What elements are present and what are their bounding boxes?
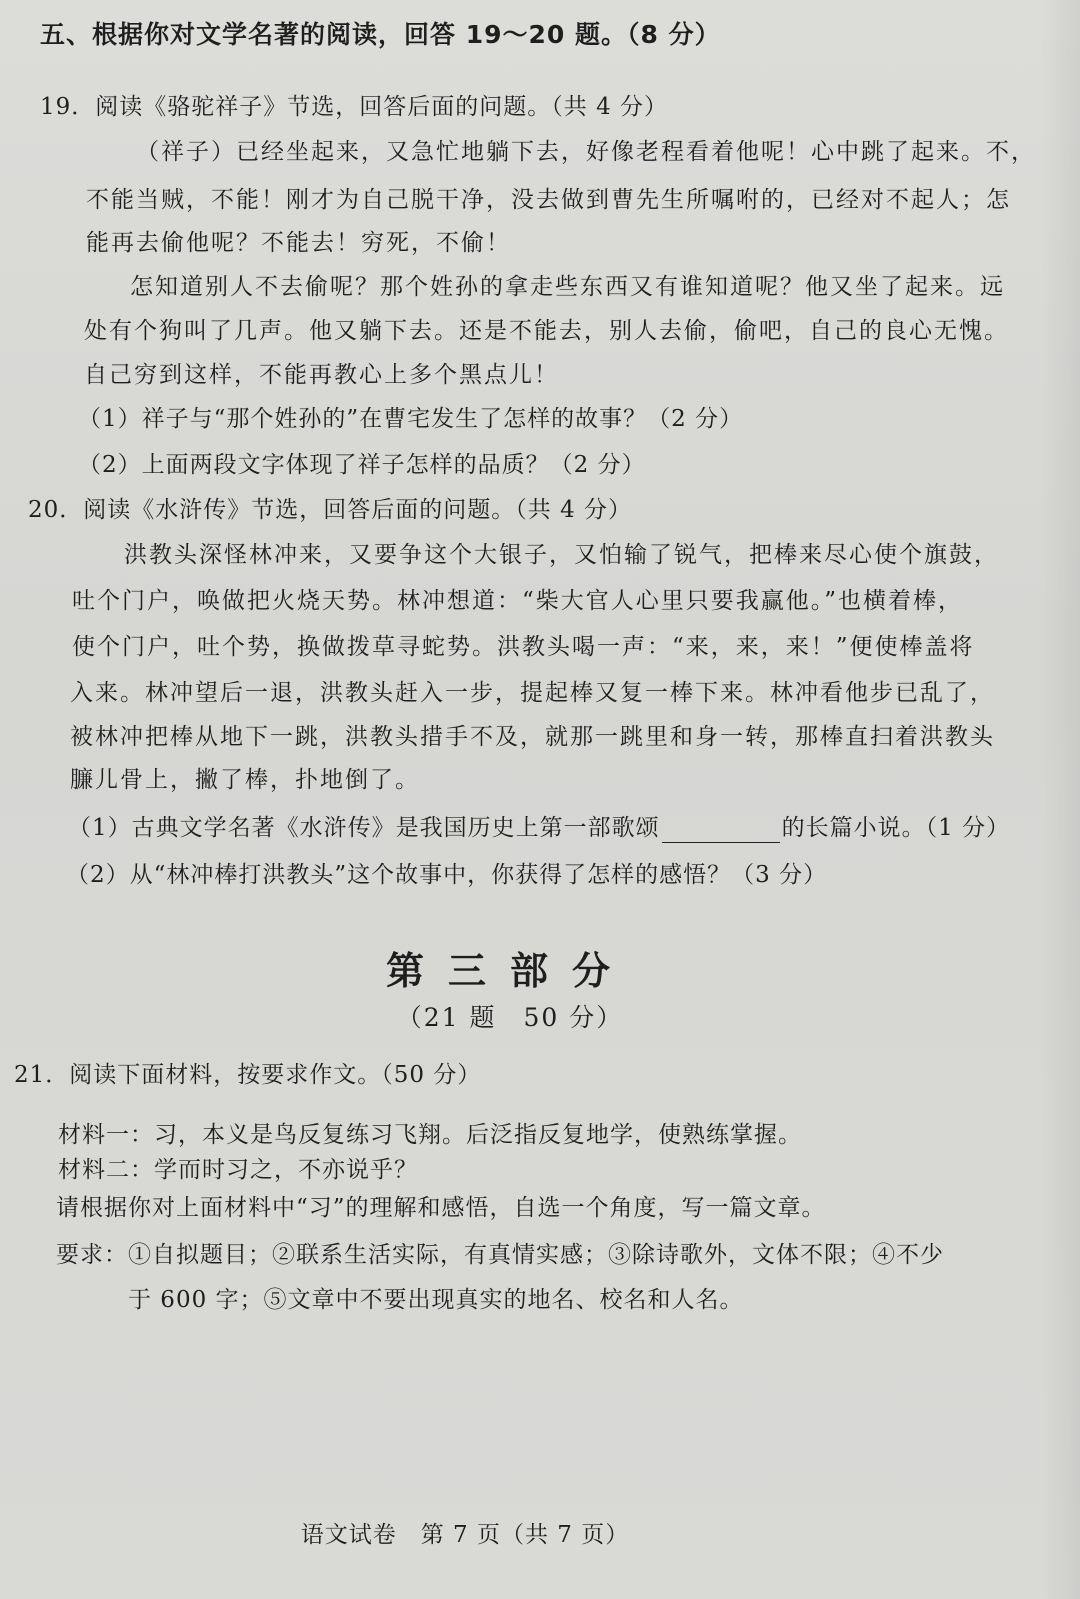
q20-passage-line: 入来。林冲望后一退，洪教头赶入一步，提起棒又复一棒下来。林冲看他步已乱了，	[70, 680, 995, 706]
q20-sub1-text-after: 的长篇小说。（1 分）	[781, 815, 1011, 841]
q21-material-2: 材料二：学而时习之，不亦说乎？	[58, 1157, 418, 1183]
page-edge-shadow	[1040, 0, 1080, 1599]
q20-passage-line: 吐个门户，唤做把火烧天势。林冲想道：“柴大官人心里只要我赢他。”也横着棒，	[72, 588, 964, 614]
q19-passage-line: 怎知道别人不去偷呢？那个姓孙的拿走些东西又有谁知道呢？他又坐了起来。远	[130, 274, 1005, 300]
page-footer: 语文试卷 第 7 页（共 7 页）	[300, 1522, 630, 1548]
q20-passage-line: 被林冲把棒从地下一跳，洪教头措手不及，就那一跳里和身一转，那棒直扫着洪教头	[70, 724, 995, 750]
q20-passage-line: 臁儿骨上，撇了棒，扑地倒了。	[70, 767, 420, 793]
q19-passage-line: 处有个狗叫了几声。他又躺下去。还是不能去，别人去偷，偷吧，自己的良心无愧。	[84, 318, 1009, 344]
answer-blank[interactable]	[662, 818, 780, 843]
q19-sub-question-1: （1）祥子与“那个姓孙的”在曹宅发生了怎样的故事？（2 分）	[78, 406, 744, 432]
q21-requirements-line-2: 于 600 字；⑤文章中不要出现真实的地名、校名和人名。	[128, 1287, 744, 1313]
q20-passage-line: 使个门户，吐个势，换做拨草寻蛇势。洪教头喝一声：“来，来，来！”便使棒盖将	[72, 634, 975, 660]
q20-sub-question-2: （2）从“林冲棒打洪教头”这个故事中，你获得了怎样的感悟？（3 分）	[66, 862, 828, 888]
q19-sub-question-2: （2）上面两段文字体现了祥子怎样的品质？（2 分）	[78, 452, 646, 478]
q19-passage-line: 自己穷到这样，不能再教心上多个黑点儿！	[84, 362, 559, 388]
q19-title: 19．阅读《骆驼祥子》节选，回答后面的问题。（共 4 分）	[40, 94, 669, 120]
part-title: 第三部分	[385, 949, 634, 993]
q21-material-1: 材料一：习，本义是鸟反复练习飞翔。后泛指反复地学，使熟练掌握。	[58, 1122, 802, 1148]
q19-passage-line: 能再去偷他呢？不能去！穷死，不偷！	[86, 230, 511, 256]
q21-prompt: 请根据你对上面材料中“习”的理解和感悟，自选一个角度，写一篇文章。	[56, 1195, 826, 1221]
q20-passage-line: 洪教头深怪林冲来，又要争这个大银子，又怕输了锐气，把棒来尽心使个旗鼓，	[124, 542, 999, 568]
q21-title: 21．阅读下面材料，按要求作文。（50 分）	[14, 1062, 482, 1088]
q20-sub-question-1	[68, 813, 1010, 843]
q21-requirements-line-1: 要求：①自拟题目；②联系生活实际，有真情实感；③除诗歌外，文体不限；④不少	[56, 1242, 944, 1268]
section-heading: 五、根据你对文学名著的阅读，回答 19～20 题。（8 分）	[40, 20, 721, 49]
part-subtitle: （21 题 50 分）	[396, 1003, 624, 1032]
q20-title: 20．阅读《水浒传》节选，回答后面的问题。（共 4 分）	[28, 497, 633, 523]
q19-passage-line: （祥子）已经坐起来，又急忙地躺下去，好像老程看着他呢！心中跳了起来。不，	[136, 139, 1036, 165]
q20-sub1-text-before: （1）古典文学名著《水浒传》是我国历史上第一部歌颂	[68, 815, 660, 841]
q19-passage-line: 不能当贼，不能！刚才为自己脱干净，没去做到曹先生所嘱咐的，已经对不起人；怎	[86, 187, 1011, 213]
